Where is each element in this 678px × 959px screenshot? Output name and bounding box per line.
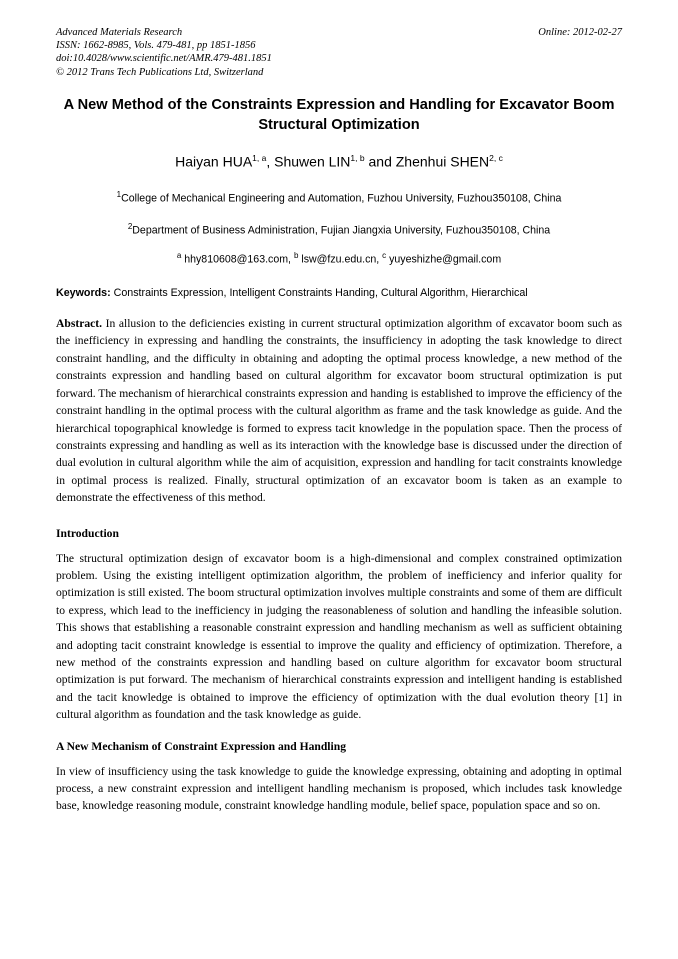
section-new-mechanism-paragraph-1: In view of insufficiency using the task knowledge to guide the knowledge expressing, obtaining and adopting in optimal process, a new constraint expression and intelligent handling mechanism is proposed, which includes task knowledge base, knowledge reasoning module, constraint knowledge handling module, belief space, population space and so on. — [56, 764, 622, 813]
author-1-name: Haiyan HUA — [175, 153, 253, 170]
header-left-block — [56, 26, 476, 79]
keywords-block — [56, 285, 622, 301]
author-3-marker: 2, c — [489, 152, 503, 163]
abstract-block — [56, 315, 622, 506]
author-sep-1: , — [266, 153, 275, 170]
affiliation-2-marker: 2 — [127, 222, 133, 231]
affiliation-2 — [56, 219, 622, 239]
online-date: Online: 2012-02-27 — [538, 27, 622, 38]
section-heading-new-mechanism: A New Mechanism of Constraint Expression and Handling — [56, 739, 346, 753]
keywords-text: Constraints Expression, Intelligent Constraints Handing, Cultural Algorithm, Hierarchical — [110, 287, 528, 300]
email-c-marker: c — [382, 250, 387, 260]
email-c[interactable]: yuyeshizhe@gmail.com — [386, 253, 502, 266]
email-a-marker: a — [176, 250, 182, 260]
keywords-label: Keywords: — [56, 287, 111, 300]
affiliation-1 — [56, 187, 622, 207]
author-1-marker: 1, a — [252, 152, 267, 163]
doi-line: doi:10.4028/www.scientific.net/AMR.479-481.1851 — [56, 53, 272, 65]
affiliation-2-text: Department of Business Administration, Fujian Jiangxia University, Fuzhou350108, China — [132, 224, 551, 237]
journal-name: Advanced Materials Research — [56, 27, 183, 38]
author-emails — [56, 251, 622, 266]
author-sep-2: and — [364, 153, 396, 170]
issn-line: ISSN: 1662-8985, Vols. 479-481, pp 1851-1856 — [56, 40, 256, 52]
abstract-text: In allusion to the deficiencies existing in current structural optimization algorithm of excavator boom such as the inefficiency in expressing and handling the constraints, the insufficiency in adopting the task knowledge to direct constraint handling, and the difficulty in obtaining and adopting the optimal process knowledge, a new method of the constraints expression and handling based on cultural algorithm for excavator boom structural optimization is put forward. The mechanism of hierarchical constraints expression and handing is established to improve the efficiency of the constraint handling in the optimal process with the cultural algorithm as frame and the task knowledge as guide. And the hierarchical topographical knowledge is formed to express tacit knowledge in the population space. Then the process of constraints expressing and handling as well as its interaction with the knowledge base is discussed under the direction of dual evolution in cultural algorithm while the aim of acquisition, expression and handling for tacit constraints knowledge in optimal process is realized. Finally, structural optimization of an excavator boom is taken as an example to demonstrate the effectiveness of this method. — [56, 317, 622, 505]
section-introduction-paragraph-1: The structural optimization design of excavator boom is a high-dimensional and complex constrained optimization problem. Using the existing intelligent optimization algorithm, the problem of inefficiency and inferior quality for optimization is still existed. The boom structural optimization involves multiple constraints and some of them are difficult to express, which lead to the inefficiency in judging the reasonableness of solution and handling the infeasible solution. This shows that establishing a reasonable constraint expression and handling mechanism as well as sufficient obtaining and adopting tacit constraint knowledge is essential to improve the quality and efficiency of optimization. Therefore, a new method of the constraints expression and handling based on culture algorithm for excavator boom structural optimization is put forward. The mechanism of hierarchical constraints expression and intelligent handing is established and the tacit knowledge is obtained to improve the efficiency of optimization with the dual evolution theory [1] in cultural algorithm as foundation and the task knowledge as guide. — [56, 551, 622, 722]
email-b-marker: b — [293, 250, 299, 260]
paper-header — [56, 26, 622, 79]
author-list — [56, 153, 622, 170]
email-b[interactable]: lsw@fzu.edu.cn, — [298, 253, 383, 266]
copyright-line: © 2012 Trans Tech Publications Ltd, Switzerland — [56, 66, 264, 78]
page-title: A New Method of the Constraints Expression and Handling for Excavator Boom Structural Optimization — [63, 96, 615, 133]
author-2-marker: 1, b — [350, 152, 365, 163]
author-2-name: Shuwen LIN — [274, 153, 351, 170]
abstract-label: Abstract. — [56, 317, 103, 331]
section-heading-introduction: Introduction — [56, 526, 119, 540]
email-a[interactable]: hhy810608@163.com, — [181, 253, 294, 266]
author-3-name: Zhenhui SHEN — [395, 153, 490, 170]
affiliation-1-text: College of Mechanical Engineering and Automation, Fuzhou University, Fuzhou350108, China — [121, 193, 562, 205]
affiliation-1-marker: 1 — [116, 190, 122, 200]
